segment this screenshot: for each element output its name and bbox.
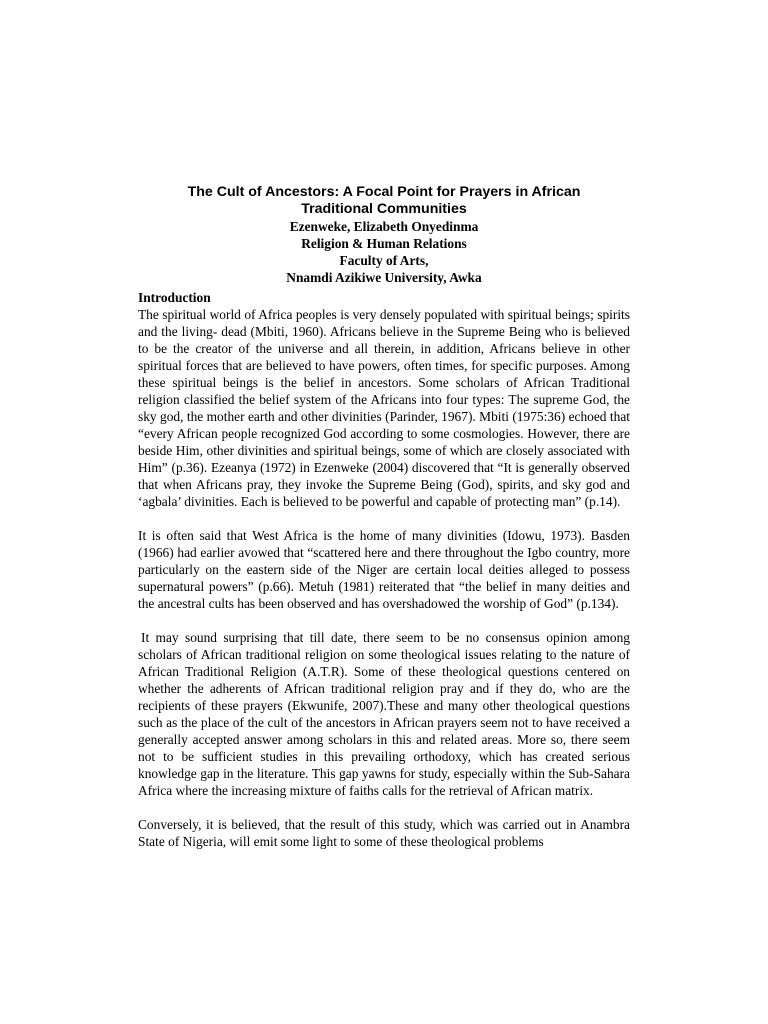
- body-paragraph-2: It is often said that West Africa is the home of many divinities (Idowu, 1973). Basden (1966) had earlier avowed that “scattered here and there throughout the Igbo country, more particularly on the eastern side of the Niger are certain local deities alleged to possess supernatural powers” (p.66). Metuh (1981) reiterated that “the belief in many deities and the ancestral cults has been observed and has overshadowed the worship of God” (p.134).: [138, 528, 630, 611]
- document-page: [138, 184, 630, 867]
- body-paragraph-4: Conversely, it is believed, that the result of this study, which was carried out in Anambra State of Nigeria, will emit some light to some of these theological problems: [138, 817, 630, 849]
- body-paragraph-3: It may sound surprising that till date, there seem to be no consensus opinion among scholars of African traditional religion on some theological issues relating to the nature of African Traditional Religion (A.T.R). Some of these theological questions centered on whether the adherents of African traditional religion pray and if they do, who are the recipients of these prayers (Ekwunife, 2007).These and many other theological questions such as the place of the cult of the ancestors in African prayers seem not to have received a generally accepted answer among scholars in this and related areas. More so, there seem not to be sufficient studies in this prevailing orthodoxy, which has created serious knowledge gap in the literature. This gap yawns for study, especially within the Sub-Sahara Africa where the increasing mixture of faiths calls for the retrieval of African matrix.: [138, 630, 630, 798]
- body-paragraph-1: The spiritual world of Africa peoples is very densely populated with spiritual beings; spirits and the living- dead (Mbiti, 1960). Africans believe in the Supreme Being who is believed to be the creator of the universe and all therein, in addition, Africans believe in other spiritual forces that are believed to have powers, often times, for specific purposes. Among these spiritual beings is the belief in ancestors. Some scholars of African Traditional religion classified the belief system of the Africans into four types: The supreme God, the sky god, the mother earth and other divinities (Parinder, 1967). Mbiti (1975:36) echoed that “every African people recognized God according to some cosmologies. However, there are beside Him, other divinities and spiritual beings, some of which are closely associated with Him” (p.36). Ezeanya (1972) in Ezenweke (2004) discovered that “It is generally observed that when Africans pray, they invoke the Supreme Being (God), spirits, and sky god and ‘agbala’ divinities. Each is believed to be powerful and capable of protecting man” (p.14).: [138, 307, 630, 509]
- document-title-line-1: The Cult of Ancestors: A Focal Point for Prayers in African: [187, 184, 581, 200]
- author-faculty: Faculty of Arts,: [339, 253, 429, 268]
- author-department: Religion & Human Relations: [301, 236, 467, 251]
- section-heading-introduction: Introduction: [138, 290, 211, 305]
- author-university: Nnamdi Azikiwe University, Awka: [286, 270, 482, 285]
- document-title-line-2: Traditional Communities: [301, 201, 467, 217]
- author-name: Ezenweke, Elizabeth Onyedinma: [289, 219, 479, 234]
